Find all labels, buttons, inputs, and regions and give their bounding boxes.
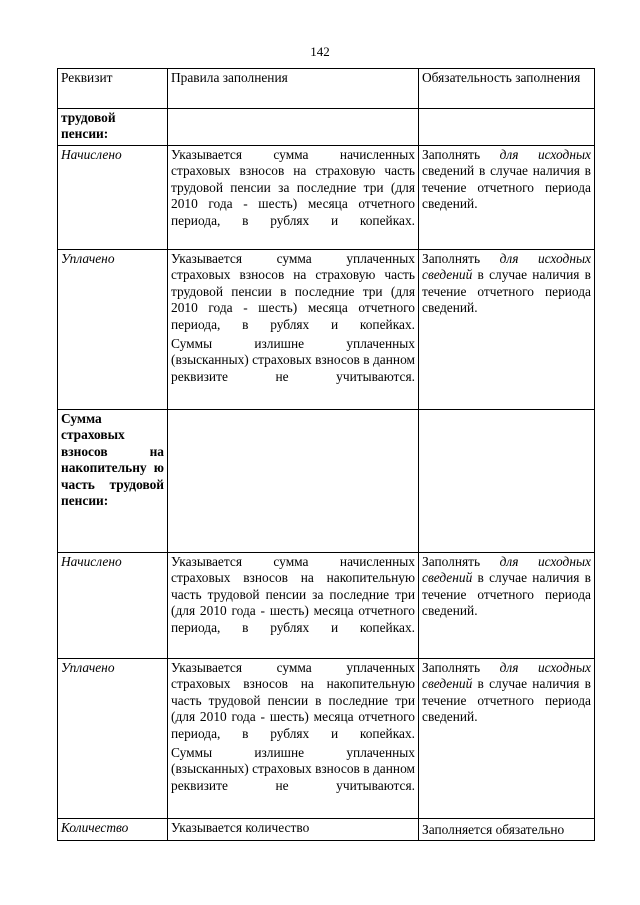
obligation-text	[419, 553, 595, 659]
field-name: Уплачено	[58, 250, 168, 410]
obligation-lead: Заполнять	[422, 554, 481, 569]
obligation-text	[419, 659, 595, 819]
rule-text: Указывается сумма уплаченных страховых взносов на страховую часть трудовой пенсии в последние три (для 2010 года - шесть) месяца отчетного периода, в рублях и копейках.	[171, 251, 415, 332]
field-name: Уплачено	[58, 659, 168, 819]
obligation-lead: Заполнять	[422, 251, 481, 266]
table-row	[58, 819, 595, 841]
rule-cell	[168, 250, 419, 410]
field-name: Начислено	[58, 553, 168, 659]
header-requisite: Реквизит	[58, 69, 168, 109]
table-row	[58, 109, 595, 146]
obligation-rest: в случае наличия в течение отчетного периода сведений.	[422, 267, 591, 316]
page-number: 142	[310, 44, 330, 59]
rule-text: Указывается количество	[168, 819, 419, 841]
empty-cell	[419, 410, 595, 553]
table-row	[58, 250, 595, 410]
obligation-text	[419, 146, 595, 250]
obligation-italic: для исходных сведений	[422, 251, 591, 283]
obligation-lead: Заполнять	[422, 147, 481, 162]
rule-text: Указывается сумма уплаченных страховых взносов на накопительную часть трудовой пенсии в последние три (для 2010 года - шесть) месяца отчетного периода, в рублях и копейках.	[171, 660, 415, 741]
empty-cell	[168, 410, 419, 553]
table-row	[58, 410, 595, 553]
obligation-italic: для исходных сведений	[422, 660, 591, 692]
rule-note: Суммы излишне уплаченных (взысканных) страховых взносов в данном реквизите не учитываются.	[171, 745, 415, 793]
obligation-italic: для исходных	[499, 147, 591, 162]
rule-cell	[168, 659, 419, 819]
obligation-rest: сведений в случае наличия в течение отчетного периода сведений.	[422, 163, 591, 212]
obligation-rest: в случае наличия в течение отчетного периода сведений.	[422, 570, 591, 619]
table-row	[58, 659, 595, 819]
rule-text: Указывается сумма начисленных страховых взносов на страховую часть трудовой пенсии за последние три (для 2010 года - шесть) месяца отчетного периода, в рублях и копейках.	[168, 146, 419, 250]
rule-text: Указывается сумма начисленных страховых взносов на накопительную часть трудовой пенсии за последние три (для 2010 года - шесть) месяца отчетного периода, в рублях и копейках.	[168, 553, 419, 659]
table-row	[58, 146, 595, 250]
obligation-text	[419, 250, 595, 410]
header-obligation: Обязательность заполнения	[419, 69, 595, 109]
obligation-rest: в случае наличия в течение отчетного периода сведений.	[422, 676, 591, 725]
table-row	[58, 553, 595, 659]
obligation-italic: для исходных сведений	[422, 554, 591, 586]
obligation-text: Заполняется обязательно	[419, 819, 595, 841]
field-name: Начислено	[58, 146, 168, 250]
section-label: трудовой пенсии:	[58, 109, 168, 146]
obligation-lead: Заполнять	[422, 660, 481, 675]
rule-note: Суммы излишне уплаченных (взысканных) страховых взносов в данном реквизите не учитываются.	[171, 336, 415, 384]
field-name: Количество	[58, 819, 168, 841]
table-header-row	[58, 69, 595, 109]
header-rules: Правила заполнения	[168, 69, 419, 109]
empty-cell	[419, 109, 595, 146]
section-label: Сумма страховых взносов на накопительну ю часть трудовой пенсии:	[58, 410, 168, 553]
requisites-table	[57, 68, 595, 841]
empty-cell	[168, 109, 419, 146]
